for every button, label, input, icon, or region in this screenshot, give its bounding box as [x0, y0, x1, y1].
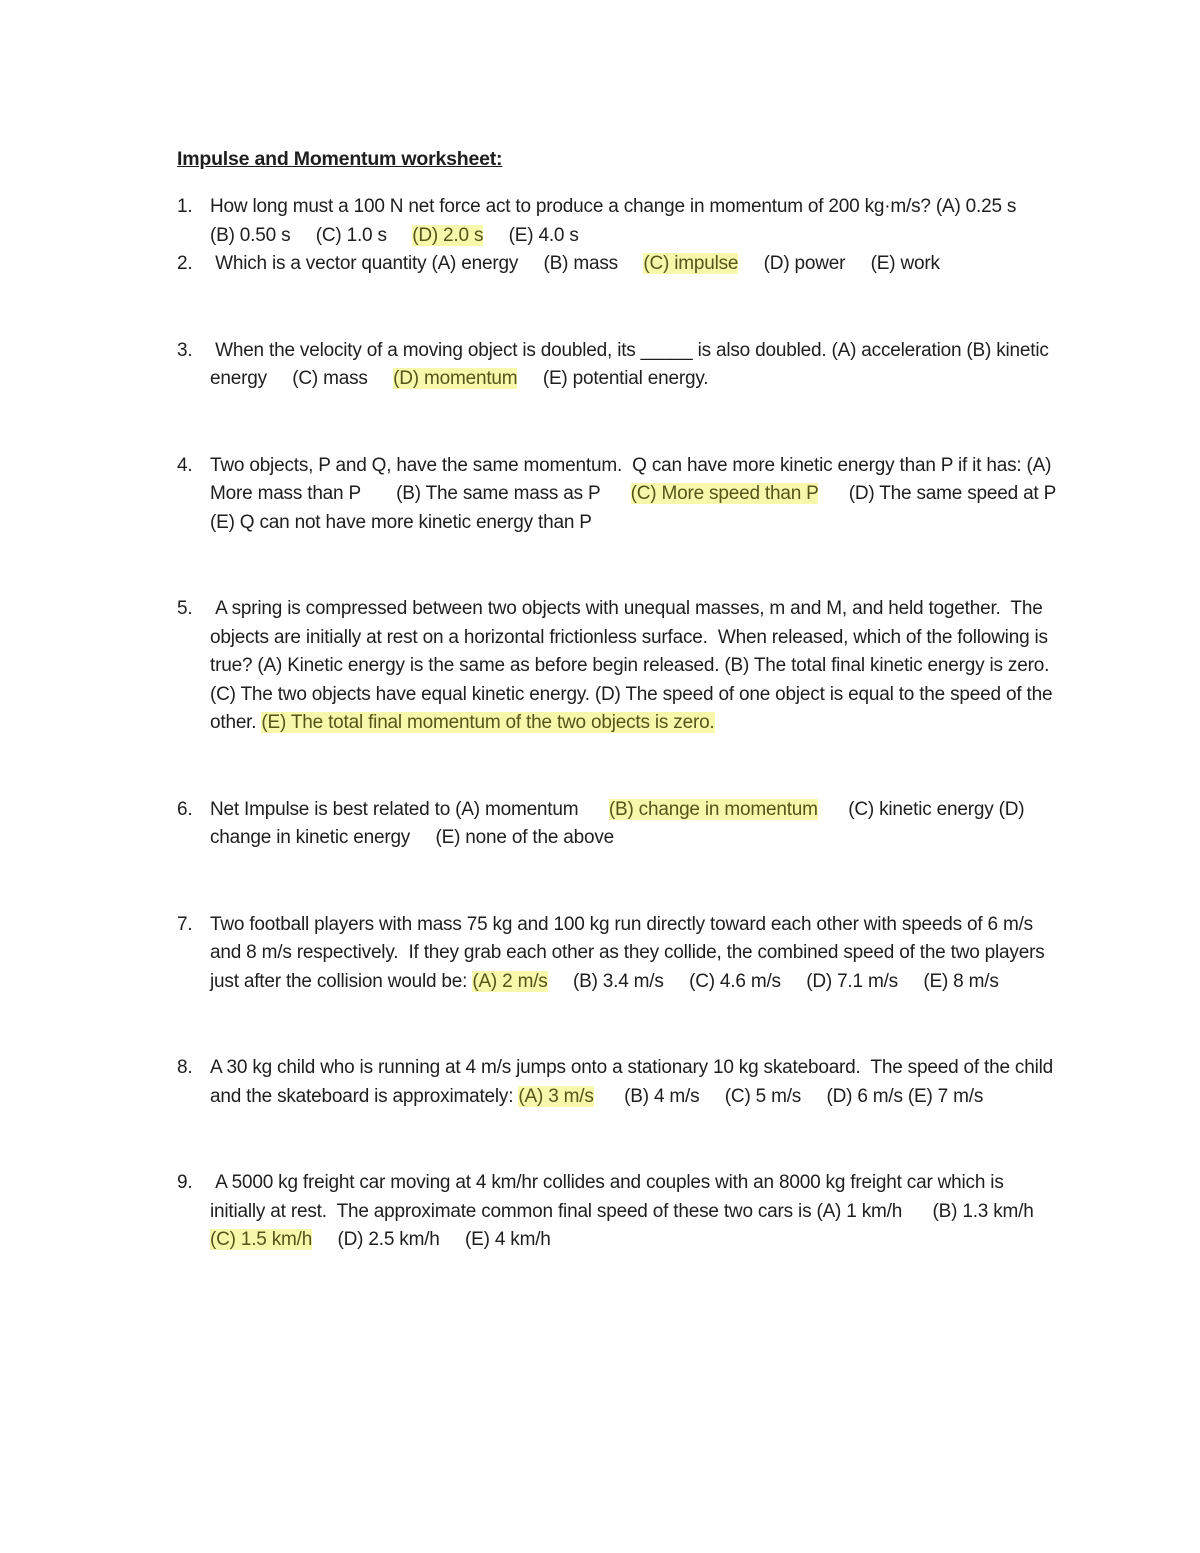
question-5-number: 5.: [177, 598, 193, 619]
question-5-text: [210, 595, 1063, 738]
question-1: [177, 193, 1067, 250]
question-4: [177, 452, 1077, 538]
question-7-segment: Two football players with mass 75 kg and 100 kg run directly toward each other with speeds of 6 m/s and 8 m/s respectively. If they grab each other as they collide, the combined speed of the two players just after the collision would be:: [210, 913, 1050, 992]
question-1-segment: How long must a 100 N net force act to produce a change in momentum of 200 kg·m/s? (A) 0.25 s (B) 0.50 s (C) 1.0 s: [210, 196, 1042, 246]
question-5: [177, 595, 1067, 738]
worksheet-content: [177, 145, 1077, 1255]
question-1-segment: (E) 4.0 s: [483, 224, 579, 246]
question-4-highlighted-answer: (C) More speed than P: [630, 483, 819, 504]
question-7-segment: (B) 3.4 m/s (C) 4.6 m/s (D) 7.1 m/s (E) 8 m/s: [547, 970, 999, 992]
question-4-text: [210, 452, 1077, 538]
question-6-number: 6.: [177, 798, 193, 820]
question-6-text: [210, 796, 1063, 853]
question-8-segment: A 30 kg child who is running at 4 m/s jumps onto a stationary 10 kg skateboard. The speed of the child and the skateboard is approximately:: [210, 1057, 1059, 1107]
question-3-segment: When the velocity of a moving object is doubled, its _____ is also doubled. (A) acceleration (B) kinetic energy (C) mass: [210, 339, 1054, 389]
question-8-number: 8.: [177, 1057, 193, 1078]
question-7-text: [210, 911, 1063, 997]
question-2-highlighted-answer: (C) impulse: [643, 253, 739, 274]
question-5-highlighted-answer: (E) The total final momentum of the two objects is zero.: [261, 712, 715, 733]
question-8: [177, 1054, 1067, 1111]
question-6-highlighted-answer: (B) change in momentum: [608, 798, 818, 820]
question-5-segment: A spring is compressed between two objects with unequal masses, m and M, and held together. The objects are initially at rest on a horizontal frictionless surface. When released, which of the following is true? (A) Kinetic energy is the same as before begin released. (B) The total final kinetic energy is zero. (C) The two objects have equal kinetic energy. (D) The speed of one object is equal to the speed of the other.: [210, 598, 1060, 733]
question-9-highlighted-answer: (C) 1.5 km/h: [210, 1229, 313, 1250]
question-7: [177, 911, 1067, 997]
question-6-segment: Net Impulse is best related to (A) momentum: [210, 798, 609, 820]
question-3-number: 3.: [177, 339, 193, 361]
question-2: [177, 250, 1067, 279]
question-1-highlighted-answer: (D) 2.0 s: [412, 224, 484, 246]
question-4-segment: (D) The same speed at P (E) Q can not have more kinetic energy than P: [210, 483, 1077, 533]
question-1-number: 1.: [177, 196, 193, 217]
question-6: [177, 796, 1067, 853]
question-2-text: [210, 250, 1063, 279]
question-2-number: 2.: [177, 253, 193, 274]
question-2-segment: (D) power (E) work: [738, 253, 940, 274]
question-3-highlighted-answer: (D) momentum: [393, 368, 518, 389]
question-8-highlighted-answer: (A) 3 m/s: [518, 1085, 594, 1107]
worksheet-title: Impulse and Momentum worksheet:: [177, 148, 503, 170]
question-9-segment: (D) 2.5 km/h (E) 4 km/h: [312, 1229, 551, 1250]
question-4-number: 4.: [177, 454, 193, 476]
question-4-segment: Two objects, P and Q, have the same momentum. Q can have more kinetic energy than P if it has: (A) More mass than P (B) The same mass as P: [210, 454, 1057, 504]
question-7-number: 7.: [177, 913, 193, 935]
question-9: [177, 1169, 1067, 1255]
question-6-segment: (C) kinetic energy (D) change in kinetic energy (E) none of the above: [210, 798, 1030, 848]
question-3-segment: (E) potential energy.: [517, 368, 709, 389]
question-1-text: [210, 193, 1063, 250]
question-3: [177, 337, 1067, 394]
question-9-segment: A 5000 kg freight car moving at 4 km/hr collides and couples with an 8000 kg freight car which is initially at rest. The approximate common final speed of these two cars is (A) 1 km/h (B) 1.3 km/h: [210, 1172, 1054, 1222]
question-9-text: [210, 1169, 1063, 1255]
question-9-number: 9.: [177, 1172, 193, 1193]
question-3-text: [210, 337, 1063, 394]
question-8-text: [210, 1054, 1063, 1111]
question-7-highlighted-answer: (A) 2 m/s: [472, 970, 548, 992]
question-2-segment: Which is a vector quantity (A) energy (B) mass: [210, 253, 644, 274]
question-8-segment: (B) 4 m/s (C) 5 m/s (D) 6 m/s (E) 7 m/s: [593, 1085, 984, 1107]
